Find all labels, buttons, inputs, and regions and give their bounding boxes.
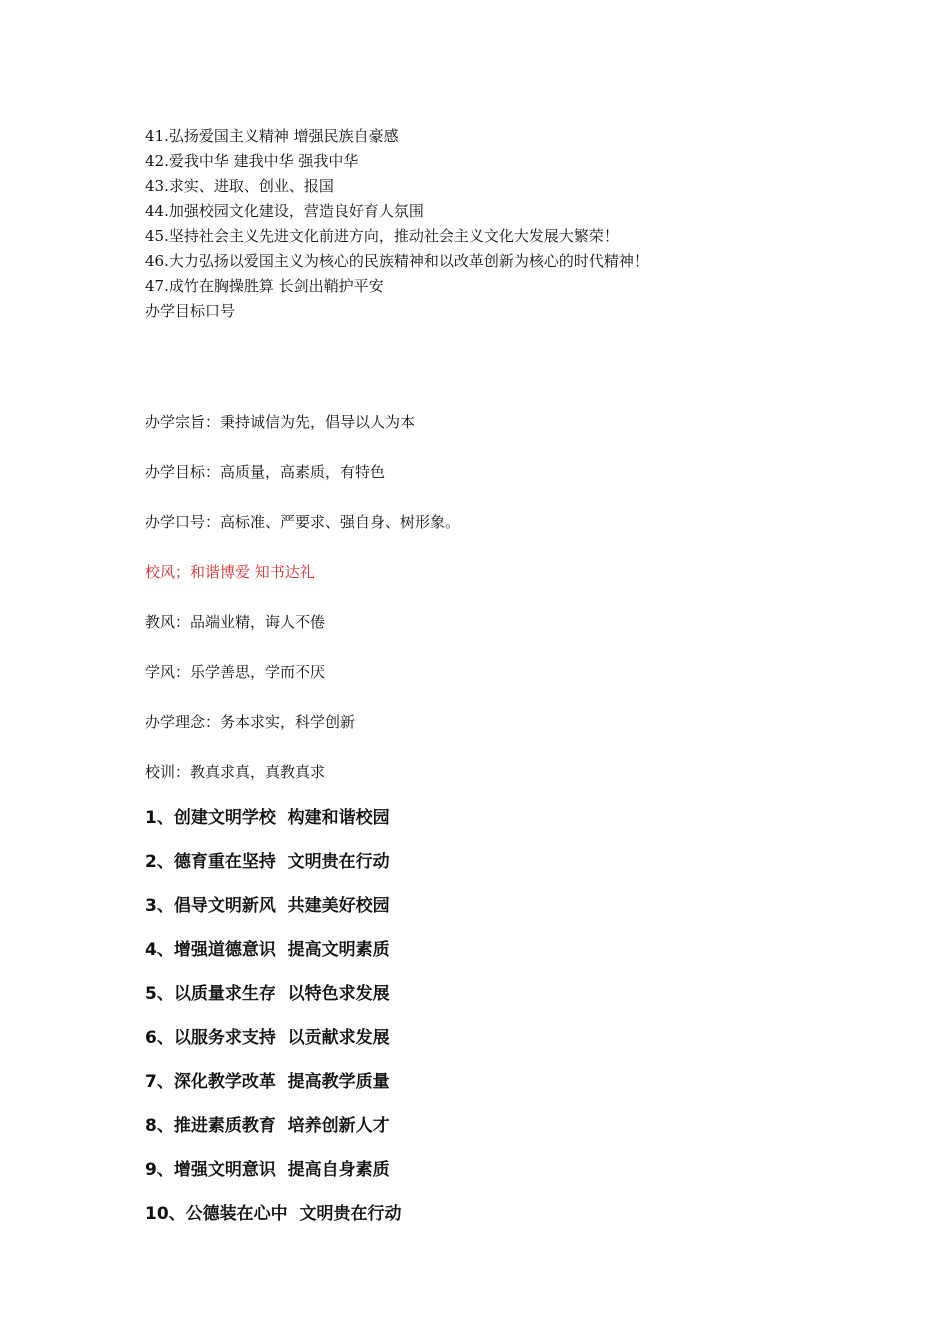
school-motto: 校训：教真求真，真教真求 (145, 763, 326, 781)
list-item: 47.成竹在胸操胜算 长剑出鞘护平安 (145, 277, 384, 295)
list-item: 46.大力弘扬以爱国主义为核心的民族精神和以改革创新为核心的时代精神！ (145, 252, 649, 270)
section-heading: 办学目标口号 (145, 302, 236, 320)
slogan-item: 9、增强文明意识 提高自身素质 (145, 1160, 390, 1180)
list-item: 44.加强校园文化建设，营造良好育人氛围 (145, 202, 424, 220)
school-purpose: 办学宗旨：秉持诚信为先，倡导以人为本 (145, 413, 416, 431)
school-spirit: 校风；和谐博爱 知书达礼 (145, 563, 315, 581)
school-slogan: 办学口号：高标准、严要求、强自身、树形象。 (145, 513, 461, 531)
school-philosophy: 办学理念：务本求实，科学创新 (145, 713, 356, 731)
school-goal: 办学目标：高质量，高素质，有特色 (145, 463, 386, 481)
school-principles (145, 411, 865, 783)
list-item: 43.求实、进取、创业、报国 (145, 177, 334, 195)
list-item: 41.弘扬爱国主义精神 增强民族自豪感 (145, 127, 399, 145)
slogan-item: 8、推进素质教育 培养创新人才 (145, 1116, 390, 1136)
teaching-style: 教风：品端业精，诲人不倦 (145, 613, 326, 631)
slogan-item: 4、增强道德意识 提高文明素质 (145, 940, 390, 960)
document-page (145, 124, 865, 1246)
slogan-list-41-47 (145, 124, 865, 324)
slogan-item: 3、倡导文明新风 共建美好校园 (145, 896, 390, 916)
study-style: 学风：乐学善思，学而不厌 (145, 663, 326, 681)
list-item: 42.爱我中华 建我中华 强我中华 (145, 152, 359, 170)
slogan-item: 2、德育重在坚持 文明贵在行动 (145, 852, 390, 872)
slogan-item: 5、以质量求生存 以特色求发展 (145, 984, 390, 1004)
slogan-item: 6、以服务求支持 以贡献求发展 (145, 1028, 390, 1048)
slogan-item: 10、公德装在心中 文明贵在行动 (145, 1204, 402, 1224)
numbered-slogans (145, 806, 865, 1226)
slogan-item: 1、创建文明学校 构建和谐校园 (145, 808, 390, 828)
slogan-item: 7、深化教学改革 提高教学质量 (145, 1072, 390, 1092)
list-item: 45.坚持社会主义先进文化前进方向，推动社会主义文化大发展大繁荣！ (145, 227, 619, 245)
